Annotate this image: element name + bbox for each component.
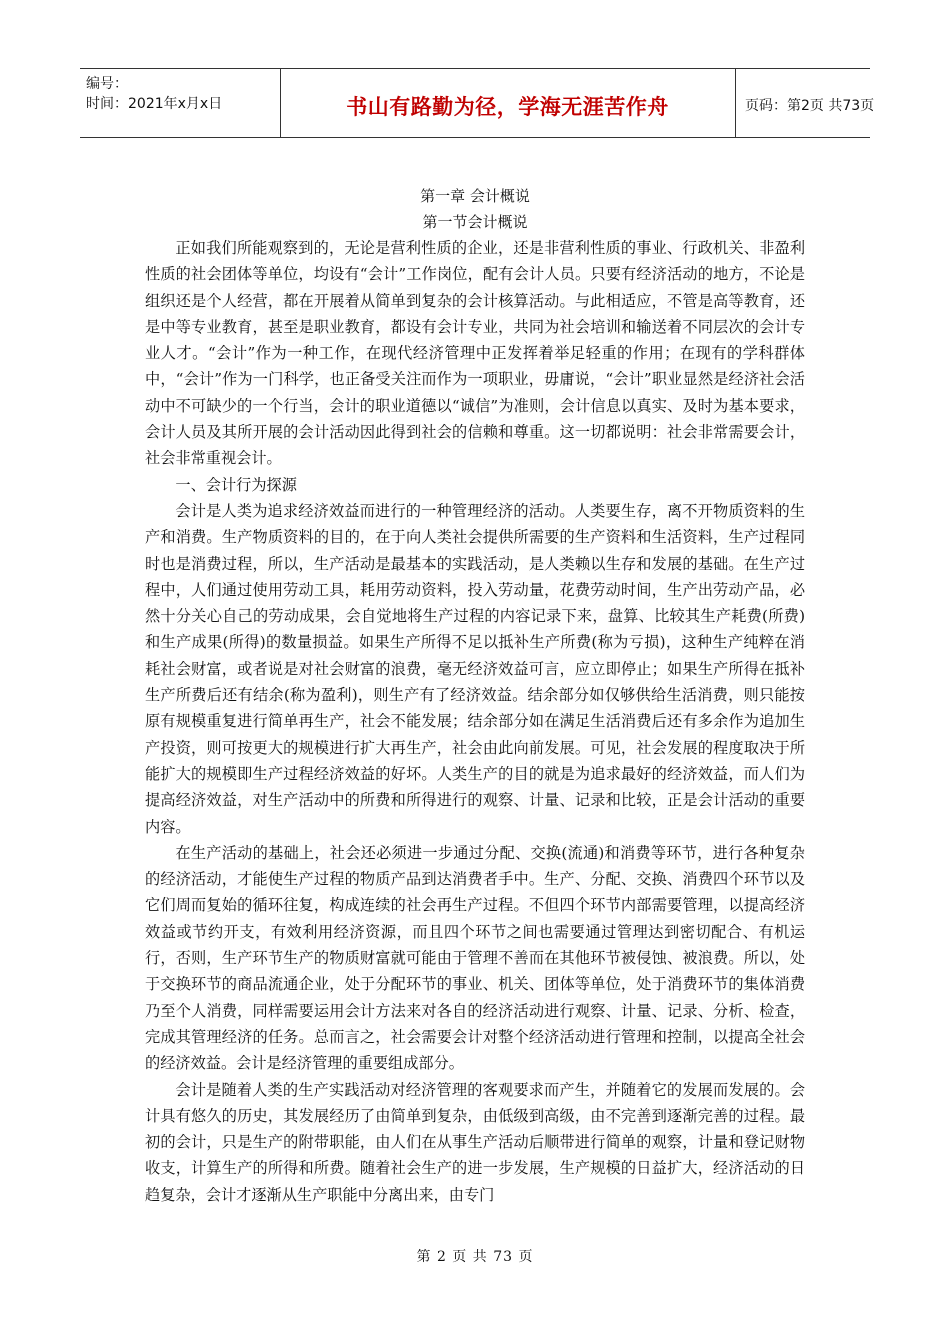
section-title: 第一节会计概说 [422, 213, 528, 231]
paragraph-circulation: 在生产活动的基础上，社会还必须进一步通过分配、交换(流通)和消费等环节，进行各种复杂的经济活动，才能使生产过程的物质产品到达消费者手中。生产、分配、交换、消费四个环节以及它们周而复始的循环往复，构成连续的社会再生产过程。不但四个环节内部需要管理，以提高经济效益或节约开支，有效利用经济资源，而且四个环节之间也需要通过管理达到密切配合、有机运行，否则，生产环节生产的物质财富就可能由于管理不善而在其他环节被侵蚀、被浪费。所以，处于交换环节的商品流通企业，处于分配环节的事业、机关、团体等单位，处于消费环节的集体消费乃至个人消费，同样需要运用会计方法来对各自的经济活动进行观察、计量、记录、分析、检查，完成其管理经济的任务。总而言之，社会需要会计对整个经济活动进行管理和控制，以提高全社会的经济效益。会计是经济管理的重要组成部分。 [145, 843, 805, 1073]
chapter-title: 第一章 会计概说 [420, 187, 530, 205]
document-date-label: 时间：2021年x月x日 [86, 96, 223, 112]
paragraph-origin: 会计是人类为追求经济效益而进行的一种管理经济的活动。人类要生存，离不开物质资料的生产和消费。生产物质资料的目的，在于向人类社会提供所需要的生产资料和生活资料，生产过程同时也是消费过程，所以，生产活动是最基本的实践活动，是人类赖以生存和发展的基础。在生产过程中，人们通过使用劳动工具，耗用劳动资料，投入劳动量，花费劳动时间，生产出劳动产品，必然十分关心自己的劳动成果，会自觉地将生产过程的内容记录下来，盘算、比较其生产耗费(所费)和生产成果(所得)的数量损益。如果生产所得不足以抵补生产所费(称为亏损)，这种生产纯粹在消耗社会财富，或者说是对社会财富的浪费，毫无经济效益可言，应立即停止；如果生产所得在抵补生产所费后还有结余(称为盈利)，则生产有了经济效益。结余部分如仅够供给生活消费，则只能按原有规模重复进行简单再生产，社会不能发展；结余部分如在满足生活消费后还有多余作为追加生产投资，则可按更大的规模进行扩大再生产，社会由此向前发展。可见，社会发展的程度取决于所能扩大的规模即生产过程经济效益的好坏。人类生产的目的就是为追求最好的经济效益，而人们为提高经济效益，对生产活动中的所费和所得进行的观察、计量、记录和比较，正是会计活动的重要内容。 [145, 501, 805, 836]
paragraph-history: 会计是随着人类的生产实践活动对经济管理的客观要求而产生，并随着它的发展而发展的。会计具有悠久的历史，其发展经历了由简单到复杂，由低级到高级，由不完善到逐渐完善的过程。最初的会计，只是生产的附带职能，由人们在从事生产活动后顺带进行简单的观察，计量和登记财物收支，计算生产的所得和所费。随着社会生产的进一步发展，生产规模的日益扩大，经济活动的日趋复杂，会计才逐渐从生产职能中分离出来，由专门 [145, 1080, 805, 1204]
header-page-cell [735, 69, 875, 137]
header-motto-cell [280, 69, 736, 137]
subheading-origin: 一、会计行为探源 [175, 475, 297, 494]
header-meta-cell [80, 69, 281, 137]
page-footer: 第 2 页 共 73 页 [416, 1249, 534, 1265]
document-header [80, 68, 875, 138]
document-body [145, 183, 805, 1208]
paragraph-intro: 正如我们所能观察到的，无论是营利性质的企业，还是非营利性质的事业、行政机关、非盈利性质的社会团体等单位，均设有“会计”工作岗位，配有会计人员。只要有经济活动的地方，不论是组织还是个人经营，都在开展着从简单到复杂的会计核算活动。与此相适应，不管是高等教育，还是中等专业教育，甚至是职业教育，都设有会计专业，共同为社会培训和输送着不同层次的会计专业人才。“会计”作为一种工作，在现代经济管理中正发挥着举足轻重的作用；在现有的学科群体中，“会计”作为一门科学，也正备受关注而作为一项职业，毋庸说，“会计”职业显然是经济社会活动中不可缺少的一个行当，会计的职业道德以“诚信”为准则，会计信息以真实、及时为基本要求，会计人员及其所开展的会计活动因此得到社会的信赖和尊重。这一切都说明：社会非常需要会计，社会非常重视会计。 [145, 239, 805, 468]
header-page-info: 页码：第2页 共73页 [745, 98, 875, 114]
header-motto: 书山有路勤为径，学海无涯苦作舟 [346, 95, 669, 119]
document-number-label: 编号： [86, 76, 128, 92]
